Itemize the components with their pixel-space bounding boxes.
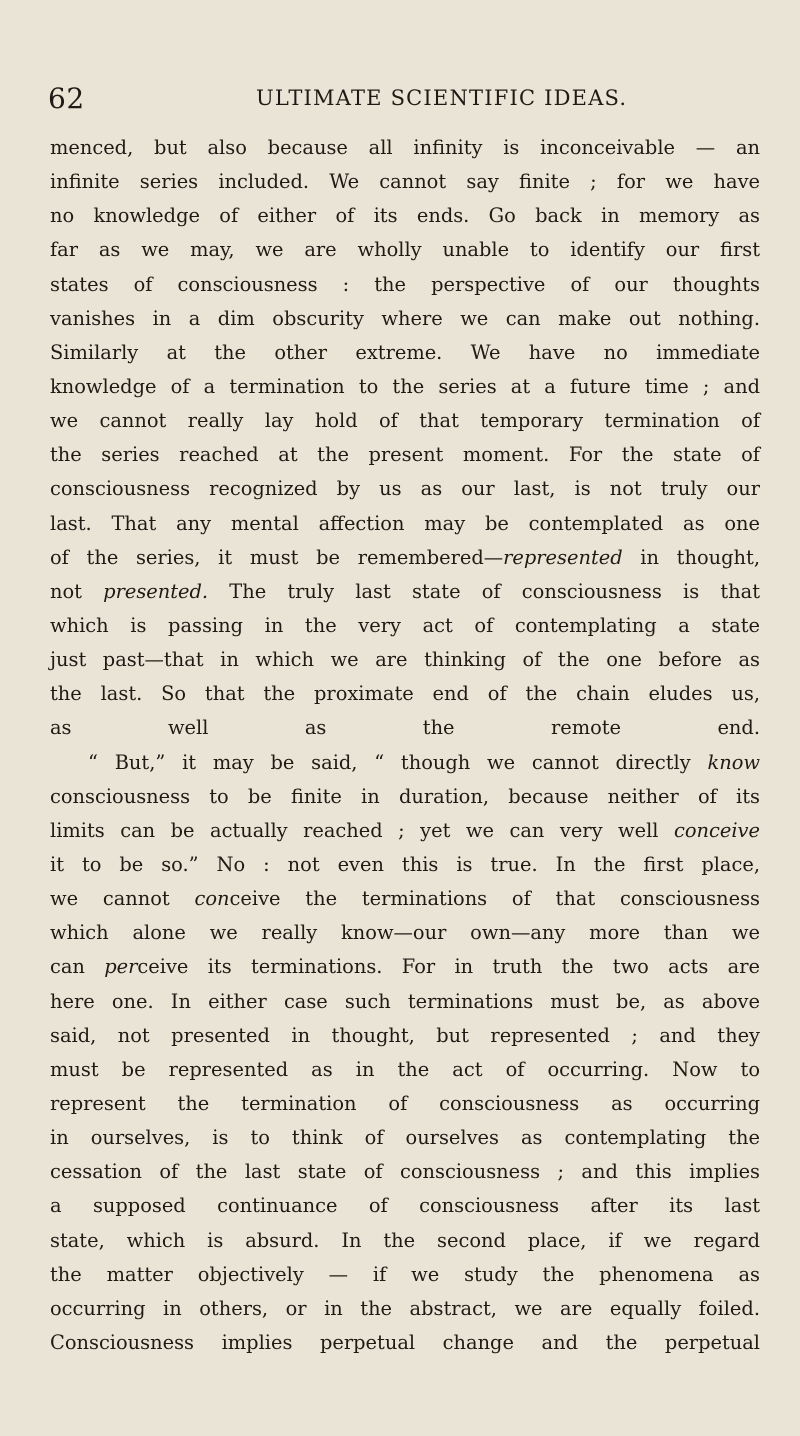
text-line: consciousness recognized by us as our last, is not truly our bbox=[50, 477, 760, 501]
text-line bbox=[50, 882, 760, 916]
text-line: consciousness to be finite in duration, because neither of its bbox=[50, 784, 760, 808]
text-line: far as we may, we are wholly unable to identify our first bbox=[50, 238, 760, 262]
text-line: vanishes in a dim obscurity where we can make out nothing. bbox=[50, 306, 760, 330]
text-line: cessation of the last state of consciousness ; and this implies bbox=[50, 1160, 760, 1184]
text-line: we cannot really lay hold of that temporary termination of bbox=[50, 409, 760, 433]
text-line: a supposed continuance of consciousness after its last bbox=[50, 1194, 760, 1218]
text-run: The truly last state of consciousness is that bbox=[208, 579, 760, 603]
italic-text: represented bbox=[503, 545, 623, 569]
text-line: state, which is absurd. In the second place, if we regard bbox=[50, 1228, 760, 1252]
italic-text: know bbox=[707, 750, 760, 774]
text-line: last. That any mental affection may be contemplated as one bbox=[50, 511, 760, 535]
italic-text: per bbox=[104, 955, 138, 979]
italic-text: conceive bbox=[674, 818, 760, 842]
text-line: menced, but also because all infinity is inconceivable — an bbox=[50, 136, 760, 159]
text-run: of the series, it must be remembered— bbox=[50, 545, 504, 569]
text-line: knowledge of a termination to the series at a future time ; and bbox=[50, 374, 760, 398]
text-run: can bbox=[50, 955, 105, 979]
body-text bbox=[50, 131, 760, 1360]
text-line: in ourselves, is to think of ourselves as contemplating the bbox=[50, 1126, 760, 1150]
page-number: 62 bbox=[48, 82, 85, 115]
text-line: the last. So that the proximate end of the chain eludes us, bbox=[50, 682, 760, 706]
running-title: ULTIMATE SCIENTIFIC IDEAS. bbox=[256, 86, 628, 110]
text-line bbox=[50, 814, 760, 848]
italic-text: presented. bbox=[103, 579, 209, 603]
text-line bbox=[50, 746, 760, 780]
text-line: Similarly at the other extreme. We have no immediate bbox=[50, 340, 760, 364]
text-line: said, not presented in thought, but represented ; and they bbox=[50, 1023, 760, 1047]
text-run: ceive the terminations of that consciousness bbox=[229, 887, 760, 911]
text-line: which alone we really know—our own—any more than we bbox=[50, 921, 760, 945]
text-line bbox=[50, 541, 760, 575]
text-line: which is passing in the very act of contemplating a state bbox=[50, 613, 760, 637]
text-run: we cannot bbox=[50, 887, 195, 911]
text-line: represent the termination of consciousness as occurring bbox=[50, 1091, 760, 1115]
text-line bbox=[50, 950, 760, 984]
text-line: here one. In either case such terminations must be, as above bbox=[50, 989, 760, 1013]
text-line: Consciousness implies perpetual change and the perpetual bbox=[50, 1330, 760, 1354]
text-line: it to be so.” No : not even this is true. In the first place, bbox=[50, 852, 760, 876]
text-line: just past—that in which we are thinking of the one before as bbox=[50, 648, 760, 672]
text-line bbox=[50, 575, 760, 609]
text-run: not bbox=[50, 579, 104, 603]
text-line: no knowledge of either of its ends. Go back in memory as bbox=[50, 204, 760, 228]
text-line: must be represented as in the act of occurring. Now to bbox=[50, 1057, 760, 1081]
italic-text: con bbox=[194, 887, 230, 911]
text-line: the matter objectively — if we study the phenomena as bbox=[50, 1262, 760, 1286]
text-run: “ But,” it may be said, “ though we cannot directly bbox=[88, 750, 708, 774]
text-line: as well as the remote end. bbox=[50, 716, 760, 740]
text-run: limits can be actually reached ; yet we can very well bbox=[50, 818, 674, 842]
text-line: states of consciousness : the perspective of our thoughts bbox=[50, 272, 760, 296]
text-run: ceive its terminations. For in truth the two acts are bbox=[137, 955, 760, 979]
text-line: occurring in others, or in the abstract, we are equally foiled. bbox=[50, 1296, 760, 1320]
text-line: infinite series included. We cannot say finite ; for we have bbox=[50, 170, 760, 194]
text-line: the series reached at the present moment. For the state of bbox=[50, 443, 760, 467]
text-run: in thought, bbox=[622, 545, 760, 569]
